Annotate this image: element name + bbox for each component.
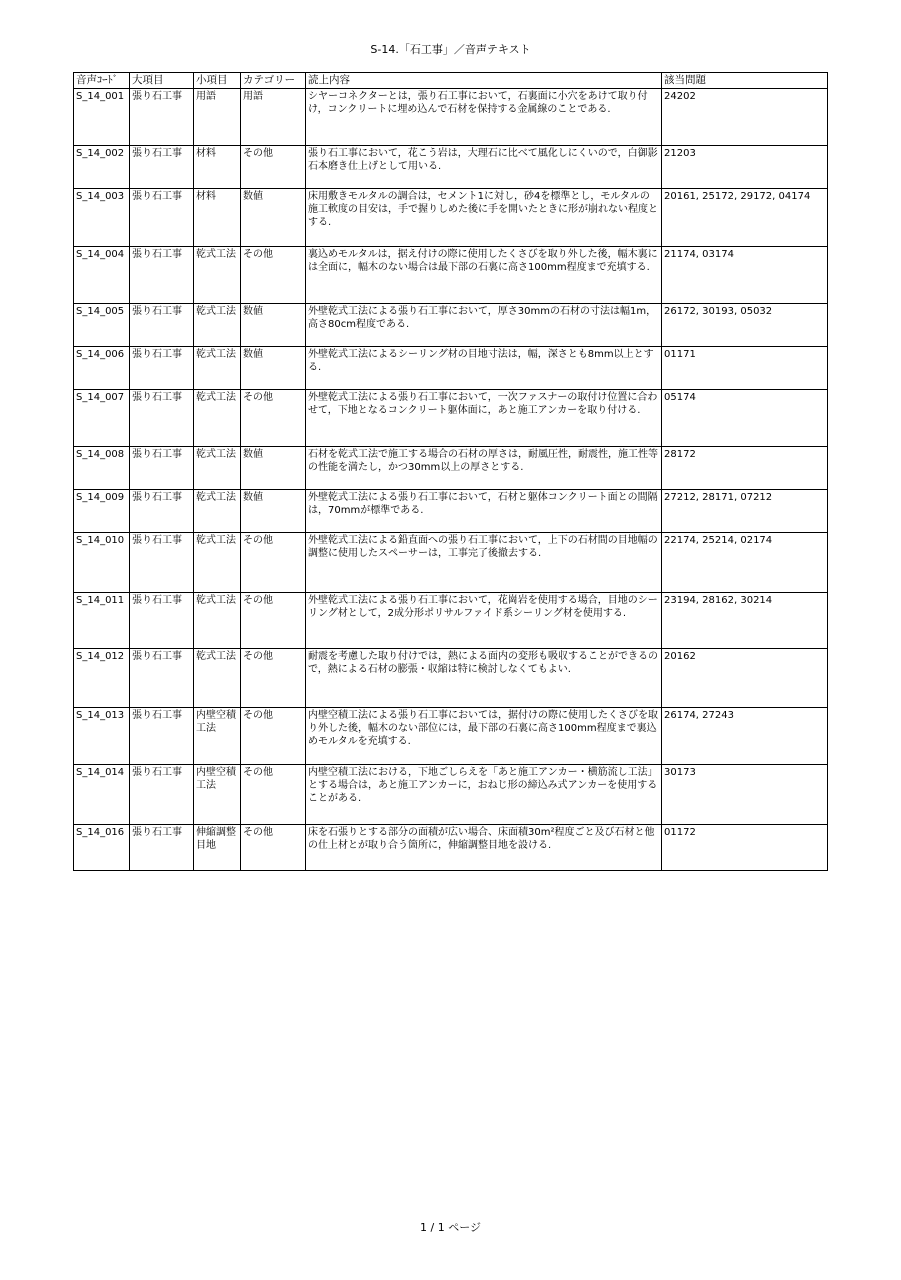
cell-code: S_14_005 [74, 304, 130, 347]
header-code: 音声ｺｰﾄﾞ [74, 73, 130, 89]
cell-questions: 20161, 25172, 29172, 04174 [662, 189, 828, 247]
cell-major: 張り石工事 [130, 189, 194, 247]
cell-minor: 乾式工法 [194, 304, 241, 347]
header-questions: 該当問題 [662, 73, 828, 89]
cell-code: S_14_008 [74, 447, 130, 490]
cell-category: その他 [241, 708, 306, 765]
cell-major: 張り石工事 [130, 593, 194, 649]
table-row [74, 89, 828, 146]
cell-code: S_14_016 [74, 825, 130, 871]
cell-text: 石材を乾式工法で施工する場合の石材の厚さは，耐風圧性，耐震性，施工性等の性能を満たし，かつ30mm以上の厚さとする. [306, 447, 662, 490]
cell-major: 張り石工事 [130, 708, 194, 765]
cell-major: 張り石工事 [130, 533, 194, 593]
cell-minor: 材料 [194, 189, 241, 247]
cell-category: その他 [241, 593, 306, 649]
cell-minor: 乾式工法 [194, 533, 241, 593]
cell-text: シヤーコネクターとは，張り石工事において，石裏面に小穴をあけて取り付け，コンクリートに埋め込んで石材を保持する金属線のことである. [306, 89, 662, 146]
table-row [74, 347, 828, 390]
cell-text: 外壁乾式工法による張り石工事において，石材と躯体コンクリート面との間隔は，70mmが標準である. [306, 490, 662, 533]
cell-category: 数値 [241, 304, 306, 347]
cell-questions: 01171 [662, 347, 828, 390]
cell-major: 張り石工事 [130, 304, 194, 347]
audio-text-table [73, 72, 828, 871]
cell-text: 外壁乾式工法による張り石工事において，花崗岩を使用する場合，目地のシーリング材として，2成分形ポリサルファイド系シーリング材を使用する. [306, 593, 662, 649]
cell-category: その他 [241, 533, 306, 593]
table-row [74, 765, 828, 825]
table-row [74, 304, 828, 347]
cell-major: 張り石工事 [130, 649, 194, 708]
cell-questions: 27212, 28171, 07212 [662, 490, 828, 533]
cell-text: 外壁乾式工法による張り石工事において，厚さ30mmの石材の寸法は幅1m，高さ80cm程度である. [306, 304, 662, 347]
cell-major: 張り石工事 [130, 390, 194, 447]
table-row [74, 825, 828, 871]
cell-code: S_14_006 [74, 347, 130, 390]
cell-text: 外壁乾式工法による張り石工事において，一次ファスナーの取付け位置に合わせて，下地となるコンクリート躯体面に，あと施工アンカーを取り付ける. [306, 390, 662, 447]
table-row [74, 447, 828, 490]
header-major: 大項目 [130, 73, 194, 89]
cell-minor: 乾式工法 [194, 390, 241, 447]
cell-minor: 内壁空積工法 [194, 708, 241, 765]
cell-code: S_14_007 [74, 390, 130, 447]
cell-questions: 21203 [662, 146, 828, 189]
table-row [74, 247, 828, 304]
cell-major: 張り石工事 [130, 146, 194, 189]
cell-code: S_14_011 [74, 593, 130, 649]
cell-code: S_14_001 [74, 89, 130, 146]
table-row [74, 533, 828, 593]
cell-text: 耐震を考慮した取り付けでは，熱による面内の変形も吸収することができるので，熱による石材の膨張・収縮は特に検討しなくてもよい. [306, 649, 662, 708]
cell-minor: 乾式工法 [194, 593, 241, 649]
cell-major: 張り石工事 [130, 765, 194, 825]
cell-category: その他 [241, 146, 306, 189]
cell-category: その他 [241, 247, 306, 304]
cell-text: 裏込めモルタルは，据え付けの際に使用したくさびを取り外した後，幅木裏には全面に，幅木のない場合は最下部の石裏に高さ100mm程度まで充填する. [306, 247, 662, 304]
cell-questions: 30173 [662, 765, 828, 825]
cell-text: 張り石工事において，花こう岩は，大理石に比べて風化しにくいので，白御影石本磨き仕上げとして用いる. [306, 146, 662, 189]
cell-code: S_14_010 [74, 533, 130, 593]
cell-questions: 22174, 25214, 02174 [662, 533, 828, 593]
cell-code: S_14_009 [74, 490, 130, 533]
cell-major: 張り石工事 [130, 825, 194, 871]
cell-code: S_14_013 [74, 708, 130, 765]
cell-category: その他 [241, 825, 306, 871]
table-row [74, 649, 828, 708]
cell-category: 数値 [241, 189, 306, 247]
cell-text: 内壁空積工法における，下地ごしらえを「あと施工アンカー・横筋流し工法」とする場合は，あと施工アンカーに，おねじ形の締込み式アンカーを使用することがある. [306, 765, 662, 825]
cell-minor: 伸縮調整目地 [194, 825, 241, 871]
cell-code: S_14_003 [74, 189, 130, 247]
cell-category: その他 [241, 765, 306, 825]
cell-text: 内壁空積工法による張り石工事においては，据付けの際に使用したくさびを取り外した後，幅木のない部位には，最下部の石裏に高さ100mm程度まで裏込めモルタルを充填する. [306, 708, 662, 765]
table-row [74, 189, 828, 247]
cell-minor: 内壁空積工法 [194, 765, 241, 825]
cell-category: 数値 [241, 447, 306, 490]
cell-code: S_14_002 [74, 146, 130, 189]
cell-questions: 28172 [662, 447, 828, 490]
cell-code: S_14_004 [74, 247, 130, 304]
page-indicator: 1 / 1 ページ [420, 1221, 481, 1234]
header-category: カテゴリー [241, 73, 306, 89]
cell-major: 張り石工事 [130, 247, 194, 304]
cell-category: その他 [241, 649, 306, 708]
header-text: 読上内容 [306, 73, 662, 89]
cell-text: 外壁乾式工法によるシーリング材の目地寸法は，幅，深さとも8mm以上とする. [306, 347, 662, 390]
cell-minor: 乾式工法 [194, 649, 241, 708]
cell-questions: 26172, 30193, 05032 [662, 304, 828, 347]
cell-text: 床を石張りとする部分の面積が広い場合、床面積30m²程度ごと及び石材と他の仕上材とが取り合う箇所に，伸縮調整目地を設ける. [306, 825, 662, 871]
cell-major: 張り石工事 [130, 447, 194, 490]
cell-code: S_14_014 [74, 765, 130, 825]
cell-text: 外壁乾式工法による鉛直面への張り石工事において，上下の石材間の目地幅の調整に使用したスペーサーは，工事完了後撤去する. [306, 533, 662, 593]
table-row [74, 708, 828, 765]
cell-category: 用語 [241, 89, 306, 146]
cell-questions: 21174, 03174 [662, 247, 828, 304]
table-row [74, 490, 828, 533]
cell-major: 張り石工事 [130, 89, 194, 146]
cell-minor: 乾式工法 [194, 490, 241, 533]
cell-major: 張り石工事 [130, 490, 194, 533]
table-header-row [74, 73, 828, 89]
cell-minor: 乾式工法 [194, 347, 241, 390]
cell-code: S_14_012 [74, 649, 130, 708]
cell-text: 床用敷きモルタルの調合は，セメント1に対し，砂4を標準とし，モルタルの施工軟度の目安は，手で握りしめた後に手を開いたときに形が崩れない程度とする. [306, 189, 662, 247]
cell-category: 数値 [241, 490, 306, 533]
cell-minor: 材料 [194, 146, 241, 189]
table-row [74, 146, 828, 189]
cell-questions: 05174 [662, 390, 828, 447]
cell-questions: 24202 [662, 89, 828, 146]
cell-minor: 乾式工法 [194, 247, 241, 304]
cell-major: 張り石工事 [130, 347, 194, 390]
cell-minor: 用語 [194, 89, 241, 146]
header-minor: 小項目 [194, 73, 241, 89]
cell-category: 数値 [241, 347, 306, 390]
cell-minor: 乾式工法 [194, 447, 241, 490]
table-row [74, 390, 828, 447]
document-title: S-14.「石工事」／音声テキスト [370, 43, 531, 56]
cell-questions: 23194, 28162, 30214 [662, 593, 828, 649]
cell-category: その他 [241, 390, 306, 447]
cell-questions: 01172 [662, 825, 828, 871]
table-row [74, 593, 828, 649]
cell-questions: 20162 [662, 649, 828, 708]
cell-questions: 26174, 27243 [662, 708, 828, 765]
